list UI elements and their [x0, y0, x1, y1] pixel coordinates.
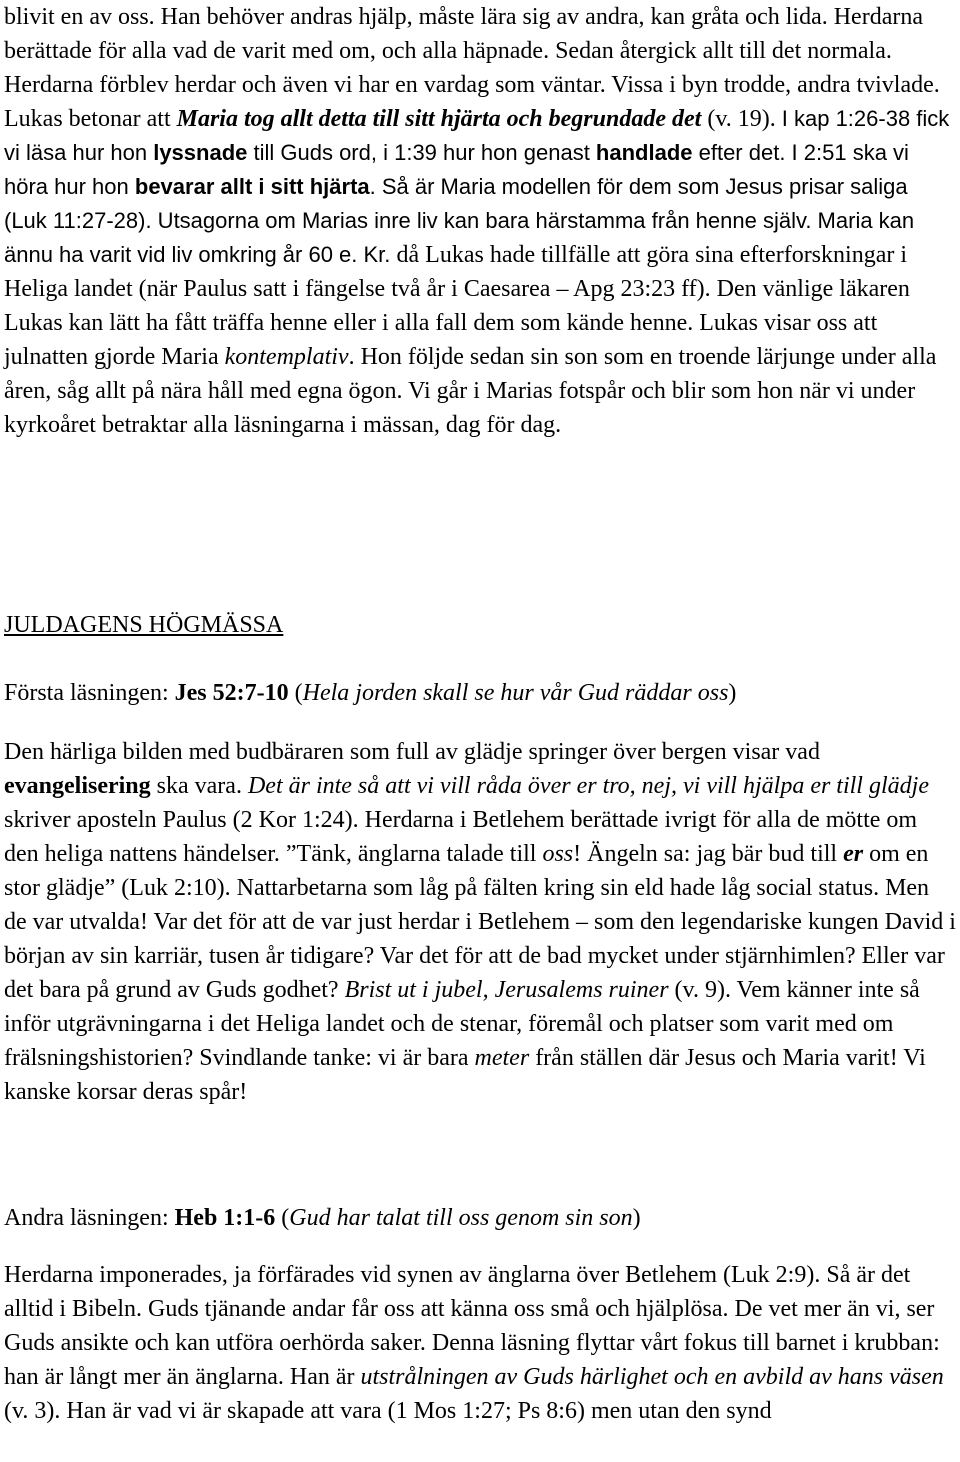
reading-reference: Jes 52:7-10 [174, 680, 289, 706]
text-run: (v. 19). [701, 106, 782, 132]
text-run: från ställen där Jesus och Maria varit! Vi kanske korsar deras spår! [4, 1045, 926, 1105]
italic-quote: Brist ut i jubel, Jerusalems ruiner [344, 977, 669, 1003]
first-reading-line [4, 676, 956, 710]
text-run: om en stor glädje” (Luk 2:10). Nattarbetarna som låg på fälten kring sin eld hade låg social status. Men de var utvalda! Var det för att de var just herdar i Betlehem – som den legendariske kungen David i början av sin karriär, tusen år tidigare? Var det för att de bad mycket under stjärnhimlen? Eller var det bara på grund av Guds godhet? [4, 841, 956, 1003]
text-run: ! Ängeln sa: jag bär bud till [573, 841, 844, 867]
text-run: I kap 1:26-38 fick vi läsa hur hon [4, 106, 950, 165]
emphasis-quote: Maria tog allt detta till sitt hjärta och begrundade det [176, 106, 702, 132]
reading-title: Gud har talat till oss genom sin son [289, 1205, 633, 1231]
bold-term: bevarar allt i sitt hjärta [134, 174, 370, 199]
paren-open: ( [275, 1205, 290, 1231]
italic-quote: utstrålningen av Guds härlighet och en avbild av hans väsen [360, 1364, 944, 1390]
text-run: till Guds ord, i 1:39 hur hon genast [247, 140, 596, 165]
text-run: skriver aposteln Paulus (2 Kor 1:24). Herdarna i Betlehem berättade ivrigt för alla de mötte om den heliga nattens händelser. ”Tänk, änglarna talade till [4, 807, 918, 867]
reading-title: Hela jorden skall se hur vår Gud räddar oss [302, 680, 729, 706]
paren-close: ) [728, 680, 737, 706]
reading-label: Första läsningen: [4, 680, 175, 706]
bold-term: evangelisering [4, 773, 151, 799]
text-run: . Så är Maria modellen för dem som Jesus prisar saliga (Luk 11:27-28). Utsagorna om Marias inre liv kan bara härstamma från henne själv. Maria kan ännu ha varit vid liv omkring år 60 e. Kr. [4, 174, 915, 267]
text-run: Herdarna imponerades, ja förfärades vid synen av änglarna över Betlehem (Luk 2:9). Så är det alltid i Bibeln. Guds tjänande andar får oss att känna oss små och hjälplösa. De vet mer än vi, ser Guds ansikte och kan utföra oerhörda saker. Denna läsning flyttar vårt fokus till barnet i krubban: han är långt mer än änglarna. Han är [4, 1262, 940, 1390]
section-heading: JULDAGENS HÖGMÄSSA [4, 612, 284, 638]
bold-italic-term: er [843, 841, 864, 867]
text-run: då Lukas hade tillfälle att göra sina efterforskningar i Heliga landet (när Paulus satt i fängelse två år i Caesarea – Apg 23:23 ff). Den vänlige läkaren Lukas kan lätt ha fått träffa henne eller i alla fall dem som kände henne. Lukas visar oss att julnatten gjorde Maria [4, 242, 910, 370]
italic-term: meter [474, 1045, 530, 1071]
reading-reference: Heb 1:1-6 [174, 1205, 276, 1231]
paren-open: ( [288, 680, 303, 706]
second-reading-paragraph [4, 1258, 956, 1428]
italic-term: kontemplativ [224, 344, 349, 370]
text-run: efter det. I 2:51 ska vi höra hur hon [4, 140, 909, 199]
text-run: Den härliga bilden med budbäraren som full av glädje springer över bergen visar vad [4, 739, 820, 765]
paren-close: ) [632, 1205, 641, 1231]
text-run: . Hon följde sedan sin son som en troende lärjunge under alla åren, såg allt på nära håll med egna ögon. Vi går i Marias fotspår och blir som hon när vi under kyrkoåret betraktar alla läsningarna i mässan, dag för dag. [4, 344, 937, 438]
italic-quote: Det är inte så att vi vill råda över er tro, nej, vi vill hjälpa er till glädje [247, 773, 929, 799]
text-run: (v. 3). Han är vad vi är skapade att vara (1 Mos 1:27; Ps 8:6) men utan den synd [4, 1398, 772, 1424]
reading-label: Andra läsningen: [4, 1205, 175, 1231]
second-reading-line [4, 1201, 956, 1235]
bold-term: lyssnade [153, 140, 248, 165]
bold-term: handlade [595, 140, 693, 165]
text-run: ska vara. [150, 773, 248, 799]
first-reading-paragraph [4, 735, 956, 1109]
text-run: (v. 9). Vem känner inte så inför utgrävningarna i det Heliga landet och de stenar, föremål och platser som varit med om frälsningshistorien? Svindlande tanke: vi är bara [4, 977, 920, 1071]
italic-term: oss [542, 841, 574, 867]
text-run: blivit en av oss. Han behöver andras hjälp, måste lära sig av andra, kan gråta och lida. Herdarna berättade för alla vad de varit med om, och alla häpnade. Sedan återgick allt till det normala. Herdarna förblev herdar och även vi har en vardag som väntar. Vissa i byn trodde, andra tvivlade. Lukas betonar att [4, 4, 940, 132]
intro-paragraph [4, 0, 956, 442]
